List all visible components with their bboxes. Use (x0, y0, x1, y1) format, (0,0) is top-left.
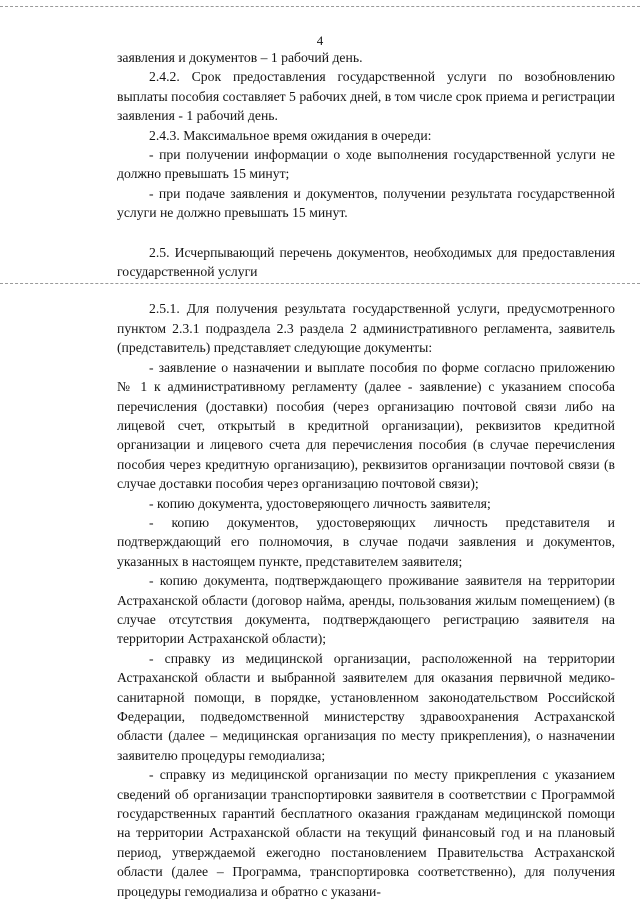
paragraph-2-4-2: 2.4.2. Срок предоставления государственной услуги по возобновлению выплаты пособия составляет 5 рабочих дней, в том числе срок приема и регистрации заявления - 1 рабочий день. (117, 69, 615, 124)
scan-top-line (0, 6, 640, 7)
paragraph-2-5-1: 2.5.1. Для получения результата государственной услуги, предусмотренного пунктом 2.3.1 подраздела 2.3 раздела 2 административного регламента, заявитель (представитель) представляет следующие документы: (117, 301, 615, 356)
list-item: - копию документа, подтверждающего проживание заявителя на территории Астраханской области (договор найма, аренды, пользования жилым помещением) (в случае отсутствия документа, подтверждающего регистрацию заявителя на территории Астраханской области); (117, 573, 615, 647)
list-item: - справку из медицинской организации по месту прикрепления с указанием сведений об организации транспортировки заявителя в соответствии с Программой государственных гарантий бесплатного оказания гражданам медицинской помощи на территории Астраханской области на текущий финансовый год и на плановый период, утверждаемой ежегодно постановлением Правительства Астраханской области (далее – Программа, транспортировка соответственно), для получения процедуры гемодиализа и обратно с указани- (117, 767, 615, 899)
section-heading-2-5: 2.5. Исчерпывающий перечень документов, необходимых для предоставления государственной услуги (117, 244, 615, 280)
paragraph-continuation: заявления и документов – 1 рабочий день. (117, 50, 363, 65)
list-item: - заявление о назначении и выплате пособия по форме согласно приложению № 1 к административному регламенту (далее - заявление) с указанием способа перечисления (доставки) пособия (через организацию почтовой связи либо на лицевой счет, открытый в кредитной организации), реквизитов кредитной организации и лицевого счета для перечисления пособия (в случае перечисления пособия через кредитную организацию), реквизитов организации почтовой связи (в случае доставки пособия через организацию почтовой связи); (117, 359, 615, 492)
list-item: - при подаче заявления и документов, получении результата государственной услуги не должно превышать 15 минут. (117, 185, 615, 221)
list-item: - при получении информации о ходе выполнения государственной услуги не должно превышать 15 минут; (117, 147, 615, 182)
list-item: - копию документа, удостоверяющего личность заявителя; (149, 495, 491, 511)
page-number: 4 (316, 33, 324, 48)
list-item: - копию документов, удостоверяющих личность представителя и подтверждающий его полномочия, в случае подачи заявления и документов, указанных в настоящем пункте, представителем заявителя; (117, 514, 615, 569)
list-item: - справку из медицинской организации, расположенной на территории Астраханской области и выбранной заявителем для оказания первичной медико-санитарной помощи, в порядке, установленном законодательством Российской Федерации, подведомственной министерству здравоохранения Астраханской области (далее – медицинская организация по месту прикрепления), о назначении заявителю процедуры гемодиализа; (117, 650, 615, 763)
document-body (117, 48, 615, 901)
paragraph-2-4-3: 2.4.3. Максимальное время ожидания в очереди: (149, 127, 432, 143)
